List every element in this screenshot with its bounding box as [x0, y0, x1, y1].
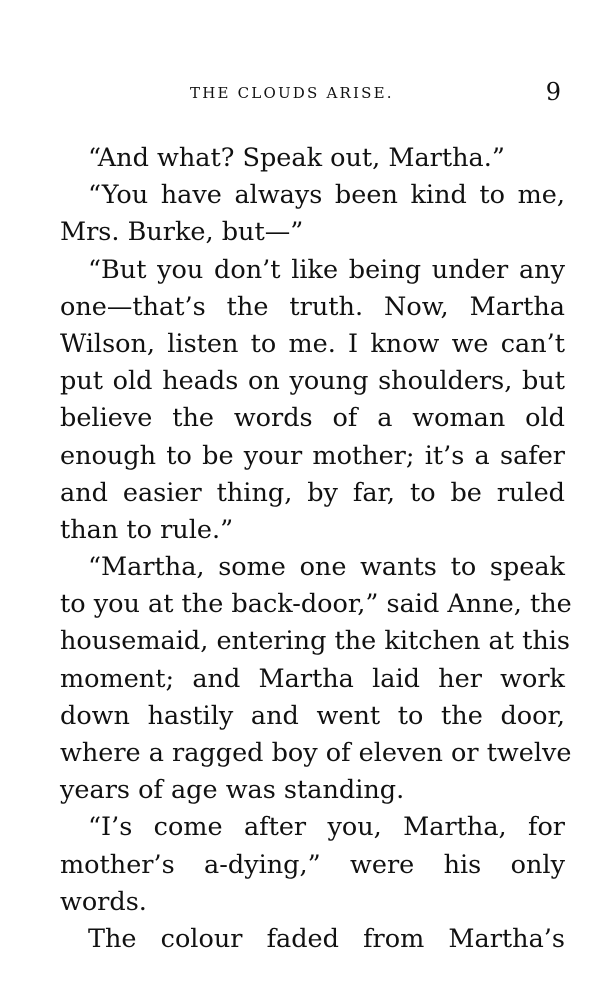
text-line: “You have always been kind to me, [88, 180, 565, 211]
text-line: believe the words of a woman old [60, 403, 565, 434]
text-line: to you at the back-door,” said Anne, the [60, 589, 572, 620]
body-text [60, 140, 572, 958]
text-line: moment; and Martha laid her work [60, 663, 565, 694]
running-head [60, 78, 565, 108]
text-line: Wilson, listen to me. I know we can’t [60, 328, 565, 359]
text-line: than to rule.” [60, 514, 234, 545]
text-line: and easier thing, by far, to be ruled [60, 477, 565, 508]
text-line: mother’s a-dying,” were his only [60, 849, 565, 880]
text-line: “I’s come after you, Martha, for [88, 812, 565, 843]
text-line: housemaid, entering the kitchen at this [60, 626, 571, 657]
text-line: “And what? Speak out, Martha.” [88, 143, 505, 173]
text-line: one—that’s the truth. Now, Martha [60, 291, 565, 322]
text-line: words. [60, 886, 147, 917]
text-line: put old heads on young shoulders, but [60, 366, 565, 397]
text-line: “Martha, some one wants to speak [88, 552, 565, 583]
text-line: down hastily and went to the door, [60, 700, 565, 731]
text-line: “But you don’t like being under any [88, 254, 565, 285]
text-line: years of age was standing. [60, 775, 405, 806]
text-line: Mrs. Burke, but—” [60, 217, 304, 248]
page-number: 9 [545, 78, 561, 106]
text-line: The colour faded from Martha’s [88, 923, 565, 954]
text-line: enough to be your mother; it’s a safer [60, 440, 565, 471]
text-line: where a ragged boy of eleven or twelve [60, 738, 572, 768]
running-title: THE CLOUDS ARISE. [190, 84, 394, 102]
